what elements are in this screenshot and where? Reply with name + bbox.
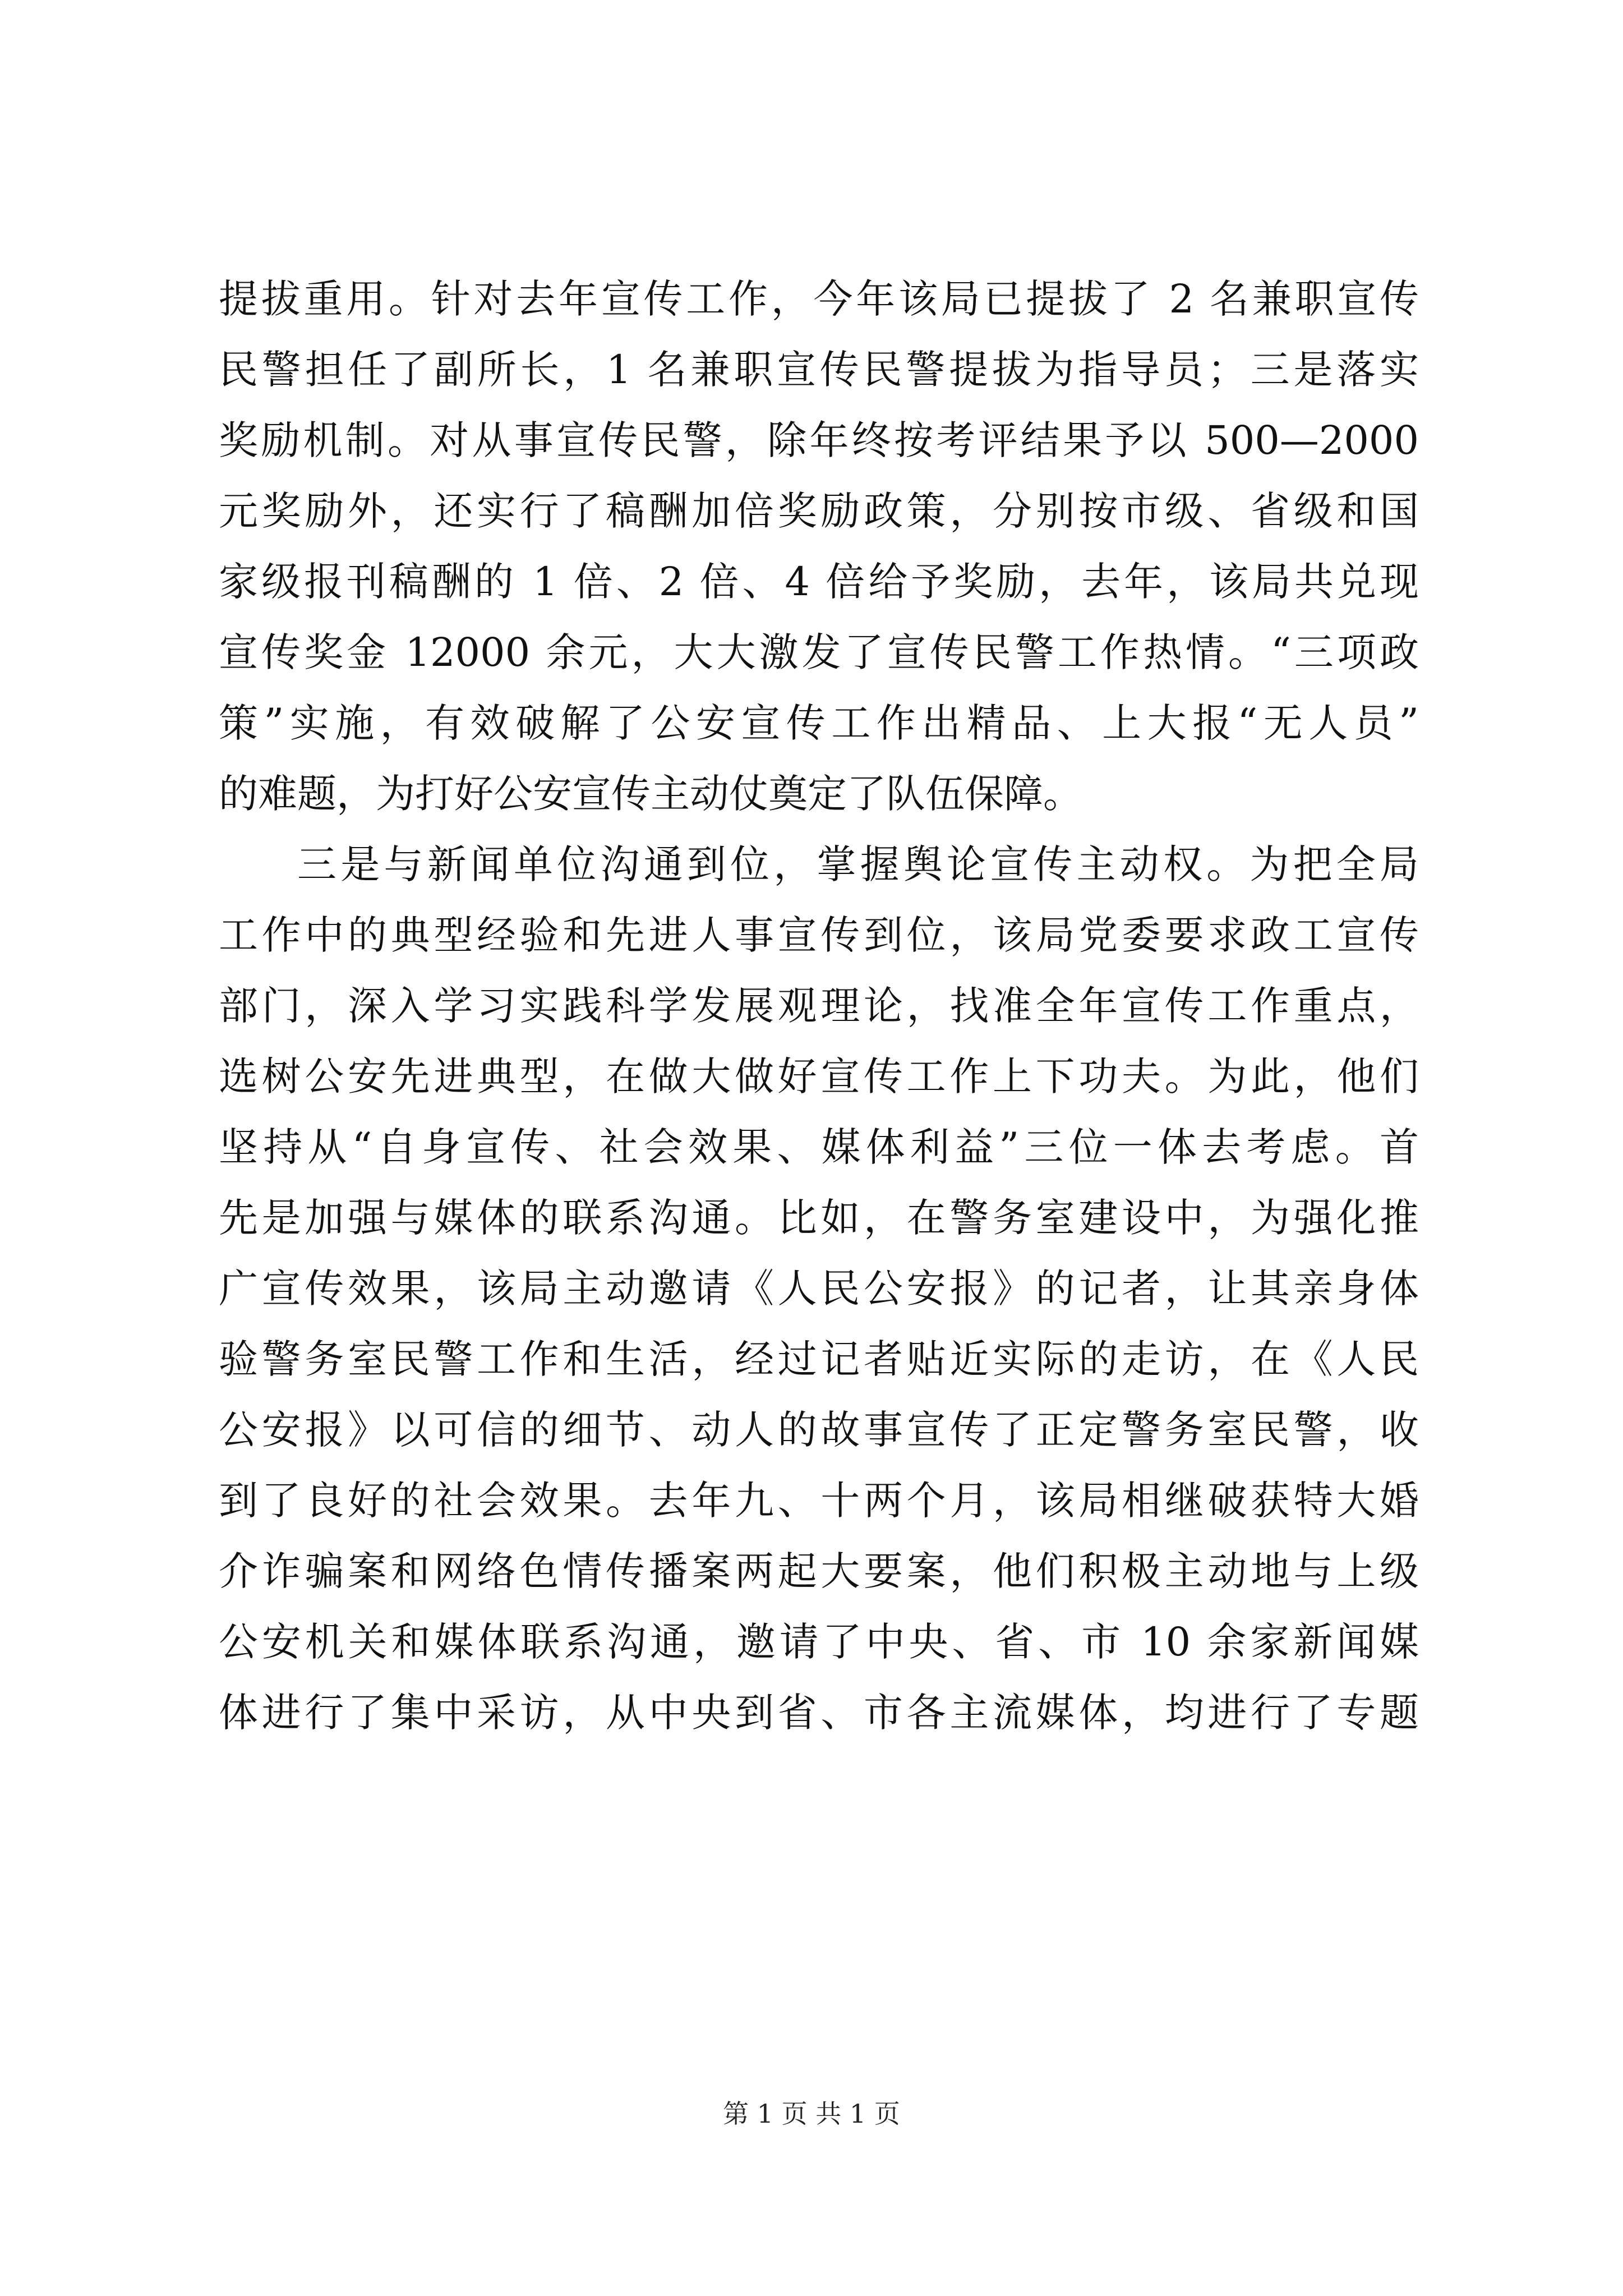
paragraph-first-line: 三是与新闻单位沟通到位，掌握舆论宣传主动权。为把全局	[297, 841, 1419, 887]
text-line: 验警务室民警工作和生活，经过记者贴近实际的走访，在《人民	[219, 1336, 1419, 1382]
text-line: 介诈骗案和网络色情传播案两起大要案，他们积极主动地与上级	[219, 1548, 1419, 1594]
body-text	[219, 264, 1419, 1748]
text-line: 广宣传效果，该局主动邀请《人民公安报》的记者，让其亲身体	[219, 1266, 1419, 1312]
text-line: 元奖励外，还实行了稿酬加倍奖励政策，分别按市级、省级和国	[219, 488, 1419, 534]
text-line: 公安报》以可信的细节、动人的故事宣传了正定警务室民警，收	[219, 1407, 1419, 1453]
text-line: 策”实施，有效破解了公安宣传工作出精品、上大报“无人员”	[219, 700, 1419, 746]
text-line: 到了良好的社会效果。去年九、十两个月，该局相继破获特大婚	[219, 1478, 1419, 1524]
text-line: 坚持从“自身宣传、社会效果、媒体利益”三位一体去考虑。首	[219, 1124, 1419, 1170]
text-line: 部门，深入学习实践科学发展观理论，找准全年宣传工作重点，	[219, 983, 1419, 1029]
text-line: 家级报刊稿酬的 1 倍、2 倍、4 倍给予奖励，去年，该局共兑现	[219, 559, 1419, 605]
text-line: 宣传奖金 12000 余元，大大激发了宣传民警工作热情。“三项政	[219, 629, 1419, 675]
text-line: 体进行了集中采访，从中央到省、市各主流媒体，均进行了专题	[219, 1690, 1419, 1736]
text-line: 工作中的典型经验和先进人事宣传到位，该局党委要求政工宣传	[219, 912, 1419, 958]
text-line: 的难题，为打好公安宣传主动仗奠定了队伍保障。	[219, 771, 1082, 817]
text-line: 民警担任了副所长，1 名兼职宣传民警提拔为指导员；三是落实	[219, 347, 1419, 393]
page-number-footer: 第 1 页 共 1 页	[723, 2099, 900, 2129]
text-line: 先是加强与媒体的联系沟通。比如，在警务室建设中，为强化推	[219, 1195, 1419, 1241]
text-line: 奖励机制。对从事宣传民警，除年终按考评结果予以 500—2000	[219, 417, 1419, 463]
text-line: 提拔重用。针对去年宣传工作，今年该局已提拔了 2 名兼职宣传	[219, 276, 1419, 322]
text-line: 公安机关和媒体联系沟通，邀请了中央、省、市 10 余家新闻媒	[219, 1619, 1419, 1665]
text-line: 选树公安先进典型，在做大做好宣传工作上下功夫。为此，他们	[219, 1053, 1419, 1099]
